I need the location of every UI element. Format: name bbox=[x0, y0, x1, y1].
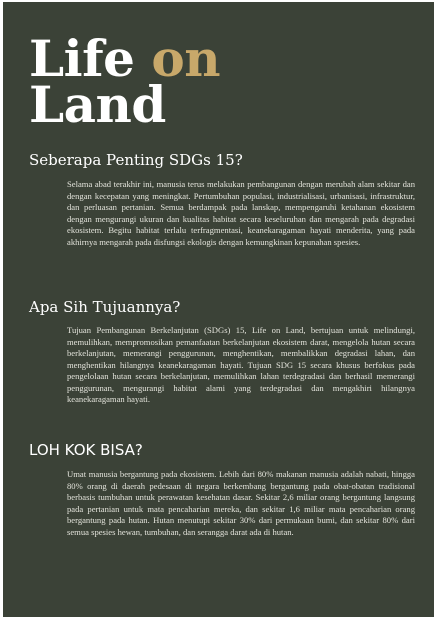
section-heading-importance: Seberapa Penting SDGs 15? bbox=[29, 151, 243, 169]
section-body-importance: Selama abad terakhir ini, manusia terus melakukan pembangunan dengan merubah alam sekitar dan dengan kecepatan yang meningkat. Pertumbuhan populasi, industrialisasi, urbanisasi, infrastruktur, dan perluasan pertanian. Semua berdampak pada lanskap, mempengaruhi ketahanan ekosistem dengan mengurangi ukuran dan kualitas habitat secara keseluruhan dan mengarah pada degradasi ekosistem. Begitu habitat terlalu terfragmentasi, keanekaragaman hayati menderita, yang pada akhirnya mengarah pada disfungsi ekologis dengan kemungkinan kepunahan spesies. bbox=[67, 179, 415, 247]
page-title bbox=[29, 29, 221, 134]
section-body-why: Umat manusia bergantung pada ekosistem. Lebih dari 80% makanan manusia adalah nabati, hingga 80% orang di daerah pedesaan di negara berkembang bergantung pada obat-obatan tradisional berbasis tumbuhan untuk perawatan kesehatan dasar. Sekitar 2,6 miliar orang bergantung langsung pada pertanian untuk mata pencaharian mereka, dan sekitar 1,6 miliar mata pencaharian orang bergantung pada hutan. Hutan menutupi sekitar 30% dari permukaan bumi, dan sekitar 80% dari semua spesies hewan, tumbuhan, dan serangga darat ada di hutan. bbox=[67, 469, 415, 537]
title-word-life: Life bbox=[29, 29, 135, 88]
document-page bbox=[3, 2, 434, 617]
section-body-goals: Tujuan Pembangunan Berkelanjutan (SDGs) 15, Life on Land, bertujuan untuk melindungi, memulihkan, mempromosikan pemanfaatan berkelanjutan ekosistem darat, mengelola hutan secara berkelanjutan, memerangi penggurunan, menghentikan, membalikkan degradasi lahan, dan menghentikan hilangnya keanekaragaman hayati. Tujuan SDG 15 secara khusus berfokus pada pengelolaan hutan secara berkelanjutan, memulihkan lahan terdegradasi dan berhasil memerangi penggurunan, mengurangi habitat alami yang terdegradasi dan mengakhiri hilangnya keanekaragaman hayati. bbox=[67, 325, 415, 405]
section-heading-goals: Apa Sih Tujuannya? bbox=[29, 298, 181, 316]
title-word-on: on bbox=[151, 29, 221, 88]
section-heading-why: LOH KOK BISA? bbox=[29, 441, 143, 459]
title-word-land: Land bbox=[29, 75, 166, 134]
